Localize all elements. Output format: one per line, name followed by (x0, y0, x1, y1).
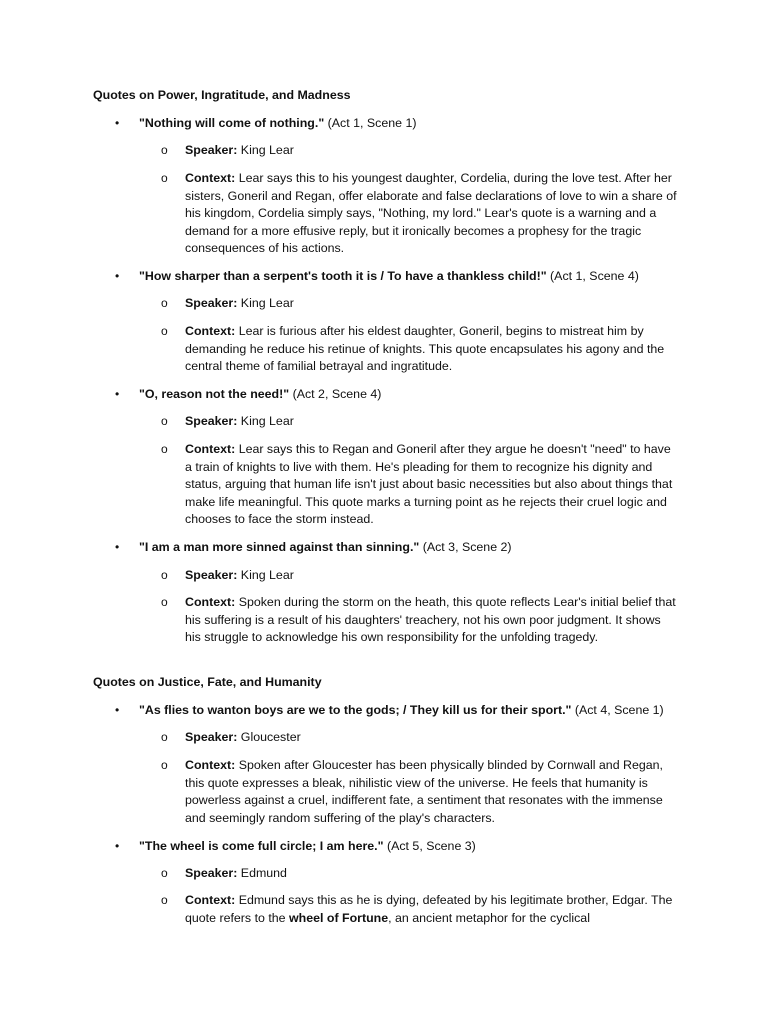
speaker-name: King Lear (237, 568, 294, 582)
sub-bullet-icon: o (161, 730, 168, 744)
speaker-line (161, 865, 680, 883)
speaker-line (161, 413, 680, 431)
speaker-name: King Lear (237, 296, 294, 310)
bullet-icon: • (115, 703, 120, 717)
quote-text: "Nothing will come of nothing." (139, 116, 325, 130)
context-text: Spoken after Gloucester has been physically blinded by Cornwall and Regan, this quote expresses a bleak, nihilistic view of the universe. He feels that humanity is powerless against a cruel, indifferent fate, a sentiment that resonates with the immense and seemingly random suffering of the play's characters. (185, 758, 663, 825)
context-paragraph (161, 323, 680, 376)
context-paragraph (161, 757, 680, 827)
sub-bullet-icon: o (161, 171, 168, 185)
context-label: Context: (185, 595, 236, 609)
sub-bullet-icon: o (161, 324, 168, 338)
context-emphasis: wheel of Fortune (289, 910, 389, 925)
context-text: Lear says this to his youngest daughter, Cordelia, during the love test. After her sisters, Goneril and Regan, offer elaborate and false declarations of love to win a share of his kingdom, Cordelia simply says, "Nothing, my lord." Lear's quote is a warning and a demand for a more effusive reply, but it ironically becomes a prophesy for the tragic consequences of his actions. (185, 171, 677, 256)
speaker-label: Speaker: (185, 730, 238, 744)
context-text: Lear is furious after his eldest daughter, Goneril, begins to mistreat him by demanding he reduce his retinue of knights. This quote encapsulates his agony and the central theme of familial betrayal and ingratitude. (185, 324, 665, 374)
bullet-icon: • (115, 839, 120, 853)
context-text: Lear says this to Regan and Goneril after they argue he doesn't "need" to have a train of knights to live with them. He's pleading for them to recognize his dignity and status, arguing that human life isn't just about basic necessities but also about things that make life meaningful. This quote marks a turning point as he rejects their cruel logic and chooses to face the storm instead. (185, 442, 673, 527)
sub-bullet-icon: o (161, 595, 168, 609)
speaker-label: Speaker: (185, 143, 238, 157)
bullet-icon: • (115, 540, 120, 554)
context-label: Context: (185, 442, 236, 456)
speaker-line (161, 295, 680, 313)
speaker-name: King Lear (237, 414, 294, 428)
quote-text: "The wheel is come full circle; I am here." (139, 839, 384, 853)
bullet-icon: • (115, 269, 120, 283)
sub-bullet-icon: o (161, 866, 168, 880)
quote-citation: (Act 1, Scene 1) (324, 116, 417, 130)
sub-bullet-icon: o (161, 893, 168, 907)
context-text: Edmund says this as he is dying, defeated by his legitimate brother, Edgar. The quote refers to the (185, 893, 673, 925)
speaker-name: King Lear (237, 143, 294, 157)
quote-item (115, 268, 639, 285)
context-paragraph (161, 441, 680, 529)
context-label: Context: (185, 171, 236, 185)
quote-citation: (Act 2, Scene 4) (289, 387, 382, 401)
quote-citation: (Act 4, Scene 1) (571, 703, 664, 717)
sub-bullet-icon: o (161, 414, 168, 428)
section-heading: Quotes on Power, Ingratitude, and Madness (93, 88, 351, 102)
sub-bullet-icon: o (161, 143, 168, 157)
sub-bullet-icon: o (161, 568, 168, 582)
context-label: Context: (185, 324, 236, 338)
speaker-name: Edmund (237, 866, 287, 880)
quote-item (115, 115, 417, 132)
context-label: Context: (185, 758, 236, 772)
section-heading: Quotes on Justice, Fate, and Humanity (93, 675, 322, 689)
speaker-line (161, 729, 680, 747)
quote-text: "As flies to wanton boys are we to the gods; / They kill us for their sport." (139, 703, 572, 717)
context-text: Spoken during the storm on the heath, this quote reflects Lear's initial belief that his suffering is a result of his daughters' treachery, not his own poor judgment. It shows his struggle to acknowledge his own responsibility for the unfolding tragedy. (185, 595, 676, 645)
quote-item (115, 702, 664, 719)
sub-bullet-icon: o (161, 442, 168, 456)
speaker-label: Speaker: (185, 296, 238, 310)
context-paragraph (161, 892, 680, 927)
speaker-line (161, 567, 680, 585)
context-paragraph (161, 594, 680, 647)
bullet-icon: • (115, 116, 120, 130)
context-text-tail: , an ancient metaphor for the cyclical (388, 910, 590, 925)
sub-bullet-icon: o (161, 296, 168, 310)
context-paragraph (161, 170, 680, 258)
speaker-label: Speaker: (185, 866, 238, 880)
quote-text: "I am a man more sinned against than sinning." (139, 540, 420, 554)
quote-citation: (Act 5, Scene 3) (383, 839, 476, 853)
context-label: Context: (185, 893, 236, 907)
speaker-label: Speaker: (185, 568, 238, 582)
speaker-name: Gloucester (237, 730, 301, 744)
quote-text: "How sharper than a serpent's tooth it is / To have a thankless child!" (139, 269, 547, 283)
quote-citation: (Act 1, Scene 4) (546, 269, 639, 283)
speaker-label: Speaker: (185, 414, 238, 428)
quote-item (115, 386, 382, 403)
quote-item (115, 539, 512, 556)
quote-item (115, 838, 476, 855)
quote-citation: (Act 3, Scene 2) (419, 540, 512, 554)
quote-text: "O, reason not the need!" (139, 387, 290, 401)
speaker-line (161, 142, 680, 160)
sub-bullet-icon: o (161, 758, 168, 772)
bullet-icon: • (115, 387, 120, 401)
